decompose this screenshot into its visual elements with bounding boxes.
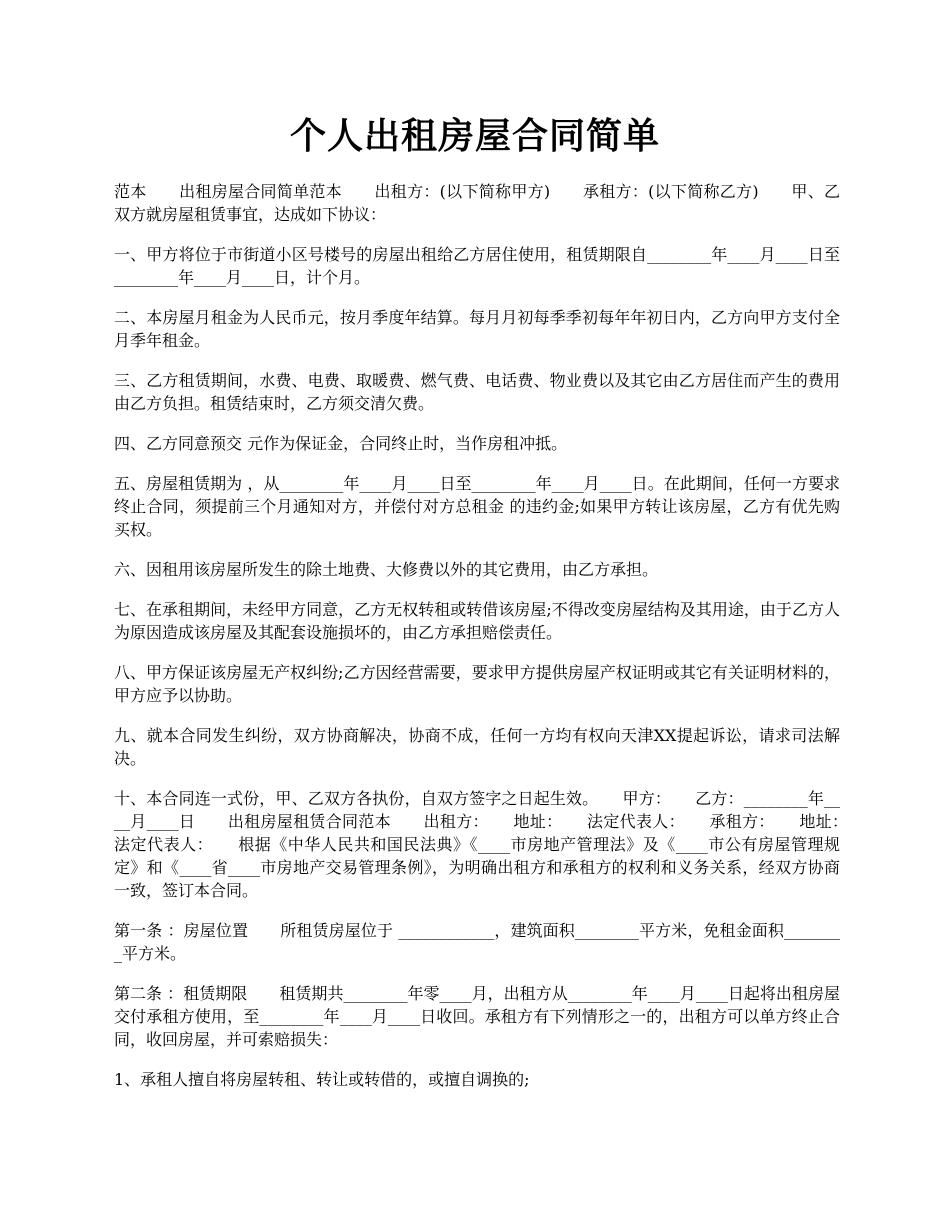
paragraph-clause-5: 五、房屋租赁期为 ，从________年____月____日至________年____月____日。在此期间，任何一方要求终止合同，须提前三个月通知对方，并偿付对方总租金 的违约金;如果甲方转让该房屋，乙方有优先购买权。	[114, 474, 840, 539]
paragraph-clause-8: 八、甲方保证该房屋无产权纠纷;乙方因经营需要，要求甲方提供房屋产权证明或其它有关证明材料的，甲方应予以协助。	[114, 663, 840, 705]
paragraph-clause-2: 二、本房屋月租金为人民币元，按月季度年结算。每月月初每季季初每年年初日内，乙方向甲方支付全月季年租金。	[114, 308, 840, 350]
paragraph-clause-10: 十、本合同连一式份，甲、乙双方各执份，自双方签字之日起生效。 甲方： 乙方：________年____月____日 出租房屋租赁合同范本 出租方： 地址： 法定代表人： 承租方： 地址： 法定代表人： 根据《中华人民共和国民法典》《____市房地产管理法》及《____市公有房屋管理规定》和《____省____市房地产交易管理条例》，为明确出租方和承租方的权利和义务关系，经双方协商一致，签订本合同。	[114, 789, 873, 900]
paragraph-clause-6: 六、因租用该房屋所发生的除土地费、大修费以外的其它费用，由乙方承担。	[114, 560, 659, 579]
document-body	[114, 180, 873, 1108]
document-title: 个人出租房屋合同简单	[289, 115, 660, 157]
paragraph-article-1: 第一条 ：房屋位置 所租赁房屋位于 ____________，建筑面积________平方米，免租金面积________平方米。	[114, 921, 840, 963]
paragraph-article-2: 第二条 ：租赁期限 租赁期共________年零____月，出租方从________年____月____日起将出租房屋交付承租方使用，至________年____月____日收回。承租方有下列情形之一的，出租方可以单方终止合同，收回房屋，并可索赔损失：	[114, 984, 840, 1049]
paragraph-intro: 范本 出租房屋合同简单范本 出租方：(以下简称甲方) 承租方：(以下简称乙方) 甲、乙双方就房屋租赁事宜，达成如下协议：	[114, 182, 840, 224]
paragraph-clause-7: 七、在承租期间，未经甲方同意，乙方无权转租或转借该房屋;不得改变房屋结构及其用途，由于乙方人为原因造成该房屋及其配套设施损坏的，由乙方承担赔偿责任。	[114, 600, 840, 642]
paragraph-item-1: 1、承租人擅自将房屋转租、转让或转借的，或擅自调换的;	[114, 1070, 530, 1089]
paragraph-clause-1: 一、甲方将位于市街道小区号楼号的房屋出租给乙方居住使用，租赁期限自________年____月____日至________年____月____日，计个月。	[114, 245, 840, 287]
paragraph-clause-3: 三、乙方租赁期间，水费、电费、取暖费、燃气费、电话费、物业费以及其它由乙方居住而产生的费用由乙方负担。租赁结束时，乙方须交清欠费。	[114, 371, 840, 413]
paragraph-clause-9: 九、就本合同发生纠纷，双方协商解决，协商不成，任何一方均有权向天津XX提起诉讼，请求司法解决。	[114, 726, 840, 768]
paragraph-clause-4: 四、乙方同意预交 元作为保证金，合同终止时，当作房租冲抵。	[114, 434, 568, 453]
